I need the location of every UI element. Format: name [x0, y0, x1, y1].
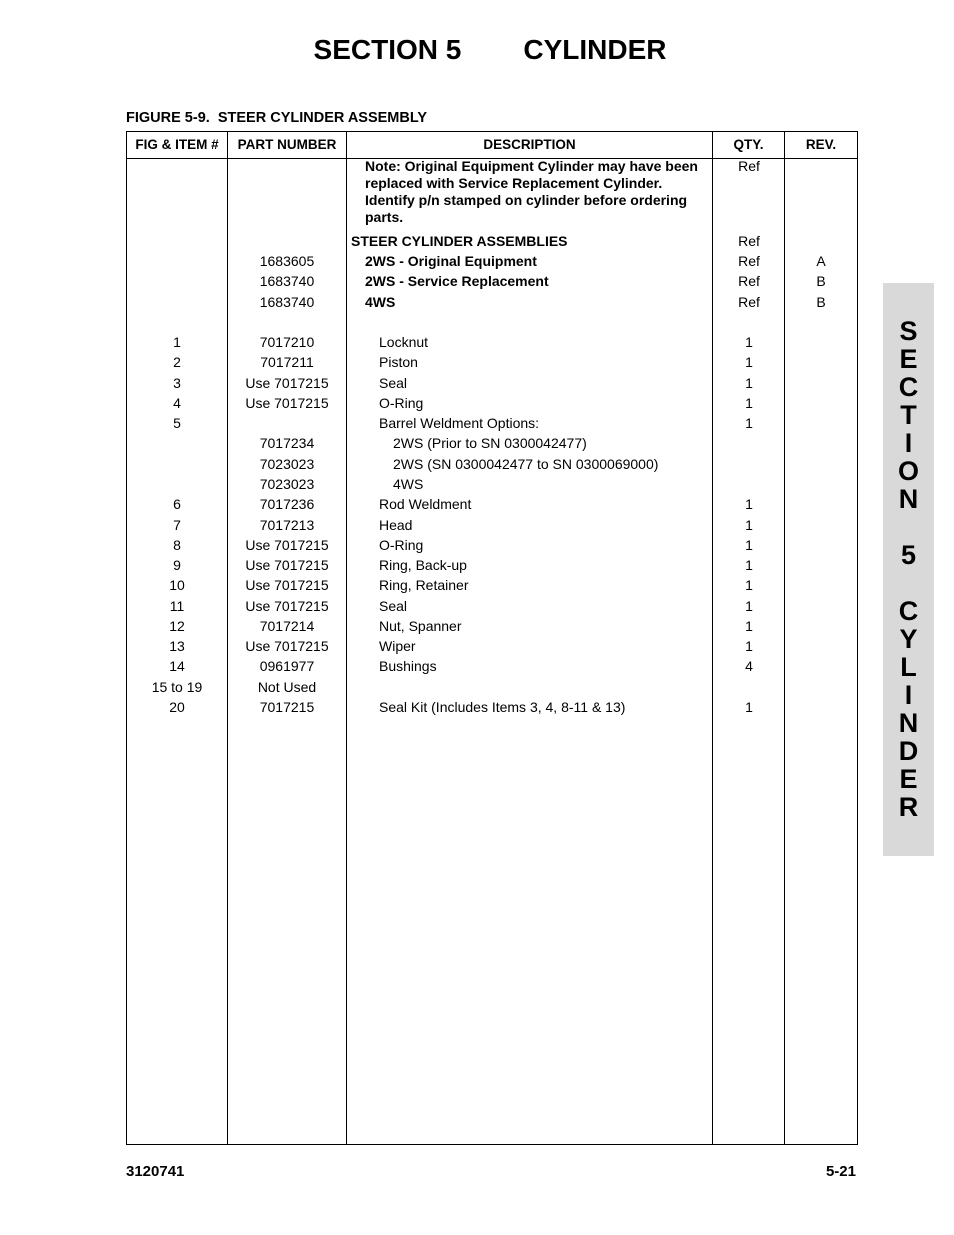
- table-row: [127, 373, 857, 393]
- cell-part-number: Use 7017215: [245, 598, 329, 614]
- side-tab-letter: O: [897, 456, 919, 486]
- side-tab-letter: T: [900, 400, 917, 430]
- side-tab-letter: N: [898, 484, 919, 514]
- cell-qty: Ref: [738, 233, 760, 249]
- cell-item: 20: [169, 699, 185, 715]
- document-number: 3120741: [126, 1163, 185, 1180]
- cell-item: 14: [169, 658, 185, 674]
- side-tab-letter: D: [898, 736, 919, 766]
- cell-rev: B: [816, 273, 826, 289]
- cell-qty: 1: [745, 537, 753, 553]
- table-row: [127, 352, 857, 372]
- cell-description: Bushings: [379, 658, 437, 674]
- cell-qty: 4: [745, 658, 753, 674]
- side-tab-letter: S: [899, 316, 918, 346]
- cell-description: 2WS (Prior to SN 0300042477): [393, 435, 587, 451]
- cell-qty: Ref: [738, 273, 760, 289]
- cell-qty: Ref: [738, 294, 760, 310]
- cell-qty: 1: [745, 354, 753, 370]
- cell-part-number: Use 7017215: [245, 577, 329, 593]
- cell-part-number: 7017214: [259, 618, 315, 634]
- cell-part-number: Use 7017215: [245, 638, 329, 654]
- table-row: [127, 494, 857, 514]
- cell-item: 13: [169, 638, 185, 654]
- cell-part-number: 7023023: [259, 456, 315, 472]
- cell-qty: 1: [745, 415, 753, 431]
- table-note-qty: Ref: [738, 158, 760, 174]
- section-side-tab: [883, 283, 934, 856]
- side-tab-letter: L: [900, 652, 917, 682]
- cell-part-number: 0961977: [259, 658, 315, 674]
- cell-item: 3: [173, 375, 181, 391]
- cell-part-number: 7017213: [259, 517, 315, 533]
- table-row: [127, 656, 857, 676]
- side-tab-letter: E: [899, 344, 918, 374]
- page-header: [0, 34, 954, 66]
- table-row: [127, 251, 857, 271]
- table-row: [127, 292, 857, 312]
- cell-description: O-Ring: [379, 537, 424, 553]
- cell-part-number: Use 7017215: [245, 537, 329, 553]
- cell-part-number: 7017215: [259, 699, 315, 715]
- cell-qty: 1: [745, 517, 753, 533]
- cell-part-number: 7017210: [259, 334, 315, 350]
- table-row: [127, 636, 857, 656]
- cell-qty: 1: [745, 334, 753, 350]
- figure-title: FIGURE 5-9. STEER CYLINDER ASSEMBLY: [126, 110, 428, 126]
- table-row: [127, 677, 857, 697]
- cell-description: Nut, Spanner: [379, 618, 462, 634]
- cell-part-number: 1683605: [259, 253, 315, 269]
- col-header-desc: DESCRIPTION: [483, 137, 576, 152]
- side-tab-letter: N: [898, 708, 919, 738]
- cell-description: 4WS: [393, 476, 424, 492]
- col-header-qty: QTY.: [733, 137, 764, 152]
- cell-part-number: 7023023: [259, 476, 315, 492]
- side-tab-letter: C: [898, 372, 919, 402]
- cell-qty: 1: [745, 598, 753, 614]
- cell-rev: A: [816, 253, 826, 269]
- cell-description: Seal: [379, 598, 408, 614]
- cell-part-number: 7017236: [259, 496, 315, 512]
- col-header-rev: REV.: [805, 137, 837, 152]
- cell-description: Rod Weldment: [379, 496, 472, 512]
- cell-description: Seal Kit (Includes Items 3, 4, 8-11 & 13): [379, 699, 626, 715]
- cell-description: Seal: [379, 375, 408, 391]
- section-title: CYLINDER: [523, 34, 667, 65]
- cell-description: Barrel Weldment Options:: [379, 415, 540, 431]
- cell-part-number: 1683740: [259, 273, 315, 289]
- cell-item: 11: [169, 598, 185, 614]
- side-tab-letter: I: [904, 680, 913, 710]
- cell-item: 2: [173, 354, 181, 370]
- table-row: [127, 454, 857, 474]
- cell-part-number: Not Used: [257, 679, 317, 695]
- cell-rev: B: [816, 294, 826, 310]
- section-label: SECTION 5: [313, 34, 462, 65]
- table-row: [127, 697, 857, 717]
- table-row: [127, 271, 857, 291]
- cell-part-number: Use 7017215: [245, 557, 329, 573]
- table-header: [127, 132, 857, 159]
- cell-description: 2WS - Original Equipment: [365, 253, 537, 269]
- cell-item: 5: [173, 415, 181, 431]
- cell-description: Ring, Back-up: [379, 557, 467, 573]
- cell-description: Head: [379, 517, 413, 533]
- cell-qty: 1: [745, 557, 753, 573]
- cell-item: 9: [173, 557, 181, 573]
- side-tab-letter: 5: [900, 540, 917, 570]
- table-row: [127, 413, 857, 433]
- side-tab-letter: R: [898, 792, 919, 822]
- table-row: [127, 575, 857, 595]
- cell-item: 6: [173, 496, 181, 512]
- cell-description: Wiper: [379, 638, 416, 654]
- table-note: Note: Original Equipment Cylinder may have been replaced with Service Replacement Cylinder. Identify p/n stamped on cylinder before ordering parts.: [365, 158, 698, 225]
- parts-table: [126, 131, 858, 1145]
- table-row: [127, 332, 857, 352]
- side-tab-letter: [883, 513, 934, 541]
- table-row: [127, 535, 857, 555]
- cell-qty: Ref: [738, 253, 760, 269]
- cell-description: Locknut: [379, 334, 429, 350]
- cell-part-number: 7017211: [260, 354, 314, 370]
- cell-qty: 1: [745, 496, 753, 512]
- side-tab-letter: [883, 569, 934, 597]
- table-row: [127, 616, 857, 636]
- cell-part-number: 7017234: [259, 435, 315, 451]
- table-row: [127, 555, 857, 575]
- cell-description: Piston: [379, 354, 418, 370]
- cell-item: 12: [169, 618, 185, 634]
- side-tab-letter: E: [899, 764, 918, 794]
- cell-description: O-Ring: [379, 395, 424, 411]
- table-row: [127, 231, 857, 251]
- cell-qty: 1: [745, 375, 753, 391]
- cell-item: 10: [169, 577, 185, 593]
- cell-qty: 1: [745, 699, 753, 715]
- cell-part-number: Use 7017215: [245, 395, 329, 411]
- col-header-part: PART NUMBER: [237, 137, 337, 152]
- table-row: [127, 474, 857, 494]
- cell-qty: 1: [745, 395, 753, 411]
- side-tab-letter: I: [904, 428, 913, 458]
- page-number: 5-21: [825, 1163, 856, 1180]
- side-tab-letter: C: [898, 596, 919, 626]
- table-row: [127, 515, 857, 535]
- cell-description: Ring, Retainer: [379, 577, 469, 593]
- cell-part-number: 1683740: [259, 294, 315, 310]
- cell-description: STEER CYLINDER ASSEMBLIES: [351, 233, 568, 249]
- cell-item: 8: [173, 537, 181, 553]
- cell-item: 7: [173, 517, 181, 533]
- table-row: [127, 393, 857, 413]
- table-row: [127, 433, 857, 453]
- cell-item: 4: [173, 395, 181, 411]
- table-row: [127, 596, 857, 616]
- cell-description: 2WS - Service Replacement: [365, 273, 549, 289]
- cell-qty: 1: [745, 618, 753, 634]
- cell-part-number: Use 7017215: [245, 375, 329, 391]
- cell-item: 15 to 19: [151, 679, 203, 695]
- side-tab-letter: Y: [899, 624, 918, 654]
- cell-qty: 1: [745, 638, 753, 654]
- cell-item: 1: [173, 334, 181, 350]
- cell-description: 2WS (SN 0300042477 to SN 0300069000): [393, 456, 659, 472]
- cell-qty: 1: [745, 577, 753, 593]
- cell-description: 4WS: [365, 294, 396, 310]
- col-header-item: FIG & ITEM #: [135, 137, 219, 152]
